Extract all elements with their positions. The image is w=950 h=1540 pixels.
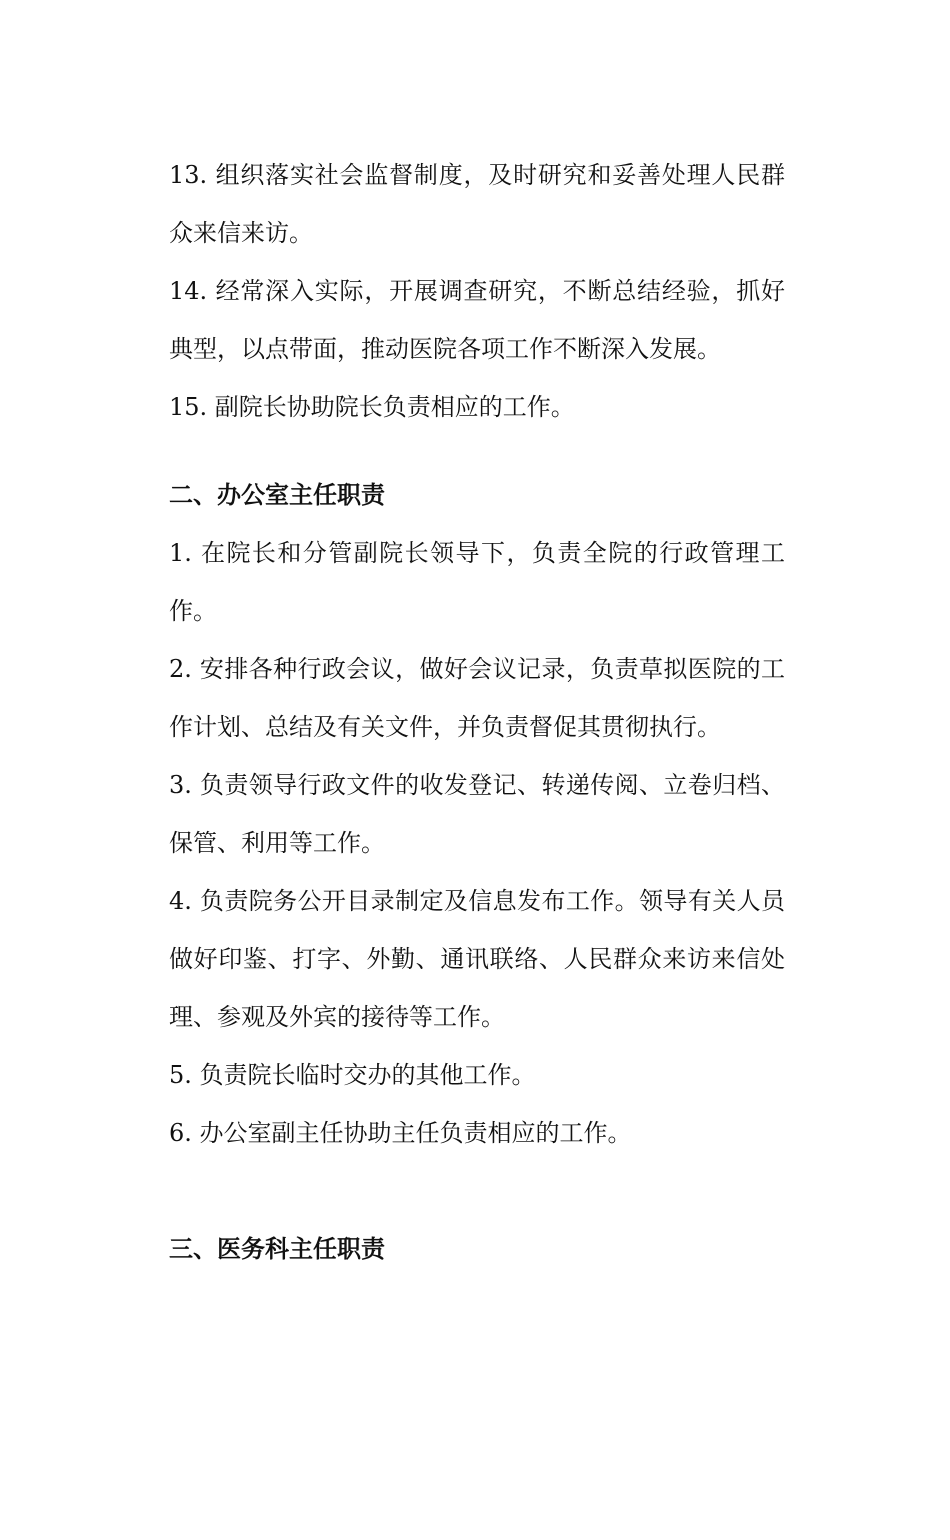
item-15: 15. 副院长协助院长负责相应的工作。 [169,393,575,421]
item-14: 14. 经常深入实际，开展调查研究，不断总结经验，抓好典型，以点带面，推动医院各项工作不断深入发展。 [169,277,785,363]
office-item-4: 4. 负责院务公开目录制定及信息发布工作。领导有关人员做好印鉴、打字、外勤、通讯联络、人民群众来访来信处理、参观及外宾的接待等工作。 [169,887,785,1031]
office-item-6: 6. 办公室副主任协助主任负责相应的工作。 [169,1119,632,1147]
office-item-1: 1. 在院长和分管副院长领导下，负责全院的行政管理工作。 [169,539,785,625]
office-item-2: 2. 安排各种行政会议，做好会议记录，负责草拟医院的工作计划、总结及有关文件，并负责督促其贯彻执行。 [169,655,785,741]
office-item-5: 5. 负责院长临时交办的其他工作。 [169,1061,536,1089]
spacer [169,1162,785,1220]
document-page [169,146,785,1278]
section-heading-office-director: 二、办公室主任职责 [169,481,385,509]
office-item-3: 3. 负责领导行政文件的收发登记、转递传阅、立卷归档、保管、利用等工作。 [169,771,785,857]
spacer [169,436,785,466]
item-13: 13. 组织落实社会监督制度，及时研究和妥善处理人民群众来信来访。 [169,161,785,247]
section-heading-medical-affairs-director: 三、医务科主任职责 [169,1235,385,1263]
